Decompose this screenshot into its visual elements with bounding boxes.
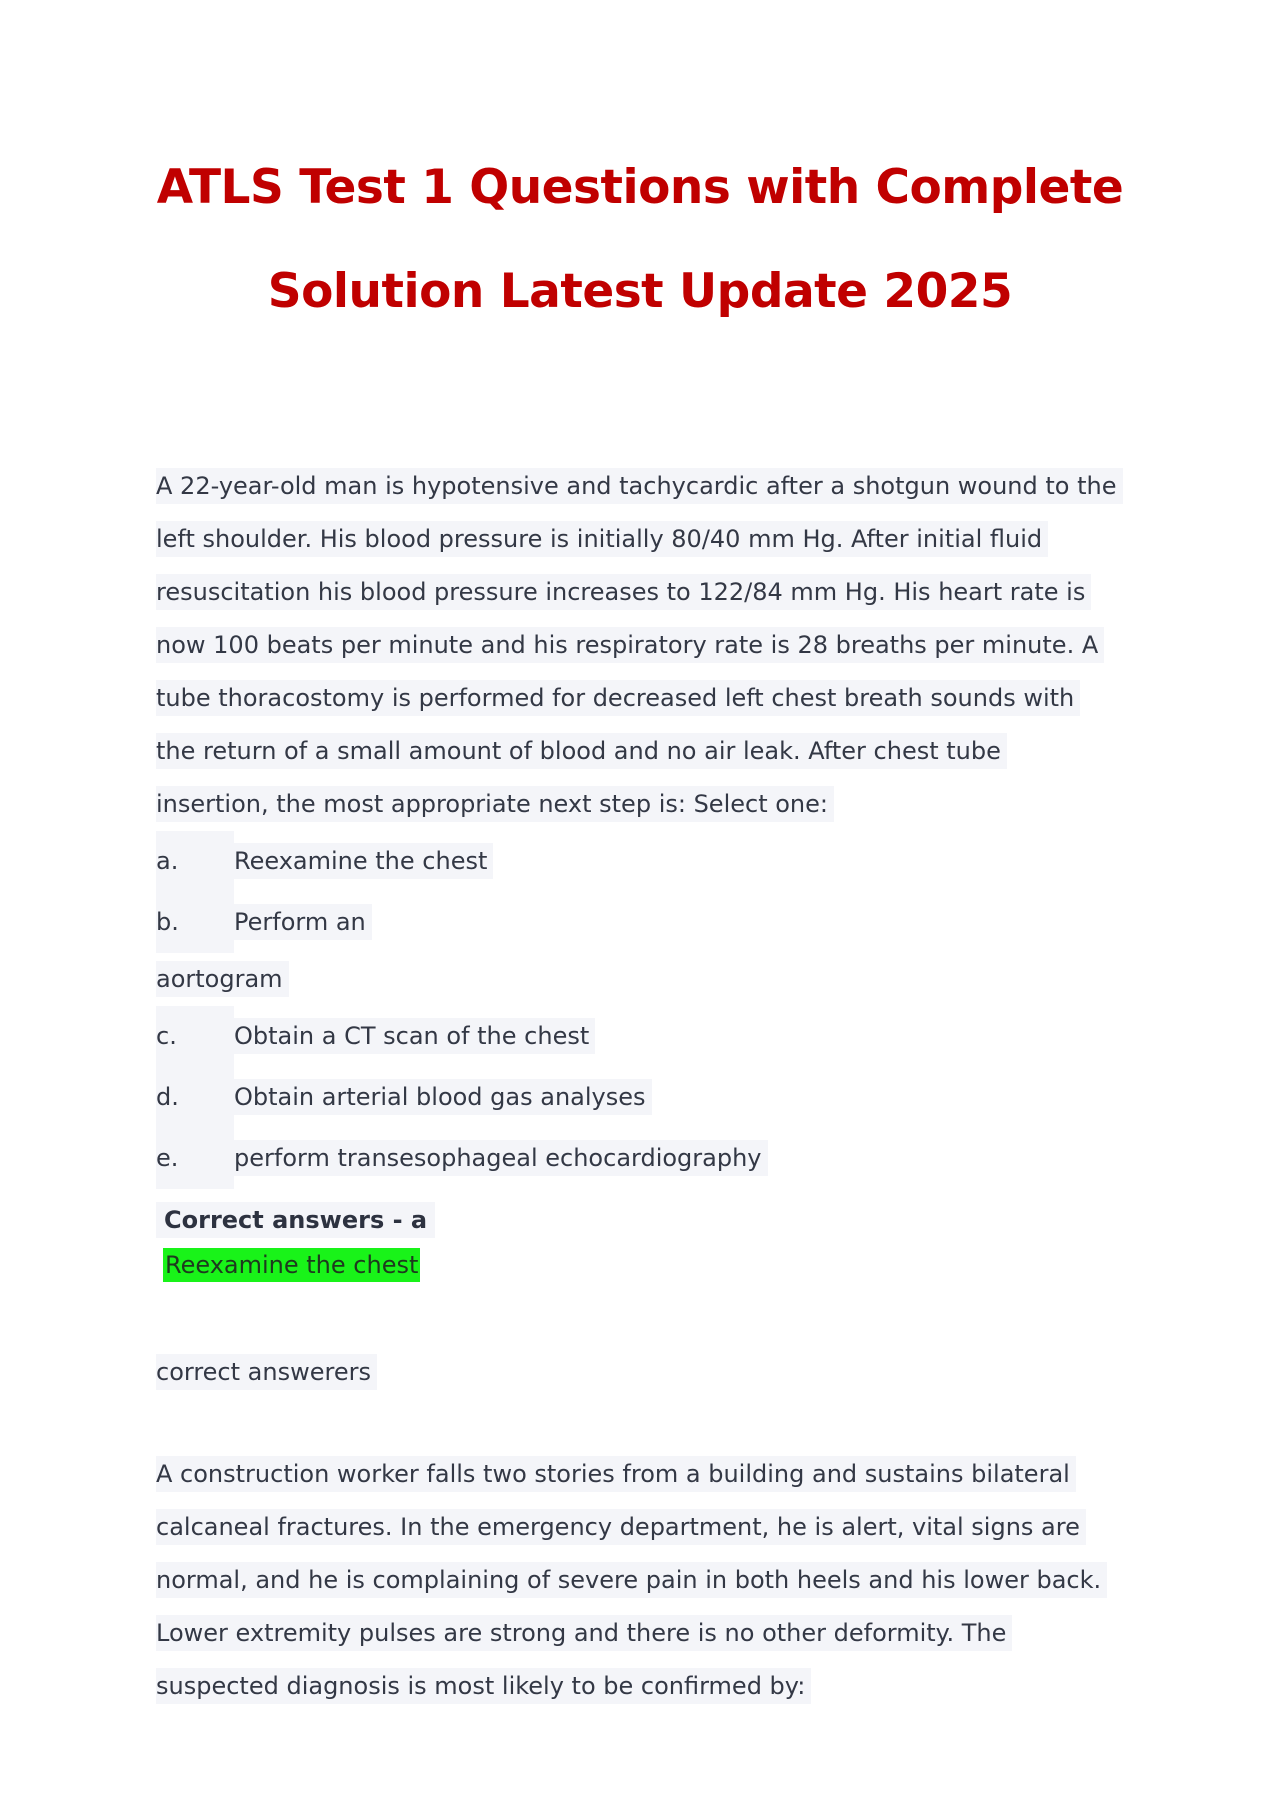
question-text-line: normal, and he is complaining of severe pain in both heels and his lower back. [156,1554,1136,1607]
correct-answer-heading: Correct answers - a [156,1194,435,1247]
option-text: Obtain arterial blood gas analyses [234,1079,652,1115]
option-text: Reexamine the chest [234,843,493,879]
option-c [156,1006,1136,1067]
option-b-continued [156,953,1136,1006]
option-letter: a. [156,831,234,892]
option-text: perform transesophageal echocardiography [234,1140,768,1176]
question-text-line: the return of a small amount of blood and no air leak. After chest tube [156,725,1136,778]
question-text-line: Lower extremity pulses are strong and there is no other deformity. The [156,1607,1136,1660]
option-letter: e. [156,1128,234,1189]
correct-answer-highlight: Reexamine the chest [163,1248,420,1282]
question-text-line: calcaneal fractures. In the emergency department, he is alert, vital signs are [156,1501,1136,1554]
option-text: Obtain a CT scan of the chest [234,1018,595,1054]
option-letter: b. [156,892,234,953]
question-text-line: resuscitation his blood pressure increases to 122/84 mm Hg. His heart rate is [156,566,1136,619]
option-letter: d. [156,1067,234,1128]
question-text-line: now 100 beats per minute and his respiratory rate is 28 breaths per minute. A [156,619,1136,672]
option-b [156,892,1136,953]
option-letter: c. [156,1006,234,1067]
document-title [120,136,1160,344]
question-text-line: left shoulder. His blood pressure is initially 80/40 mm Hg. After initial fluid [156,513,1136,566]
answer-note: correct answerers [156,1346,377,1399]
question-text-line: insertion, the most appropriate next step is: Select one: [156,778,1136,831]
title-line-2: Solution Latest Update 2025 [267,264,1013,319]
option-text: Perform an [234,904,372,940]
option-e [156,1128,1136,1189]
option-text: aortogram [156,961,289,997]
question-text-line: tube thoracostomy is performed for decreased left chest breath sounds with [156,672,1136,725]
question-2 [156,1448,1136,1713]
question-text-line: suspected diagnosis is most likely to be confirmed by: [156,1660,1136,1713]
question-1 [156,460,1136,1189]
question-text-line: A construction worker falls two stories from a building and sustains bilateral [156,1448,1136,1501]
title-line-1: ATLS Test 1 Questions with Complete [156,160,1124,215]
option-a [156,831,1136,892]
question-text-line: A 22-year-old man is hypotensive and tachycardic after a shotgun wound to the [156,460,1136,513]
option-d [156,1067,1136,1128]
